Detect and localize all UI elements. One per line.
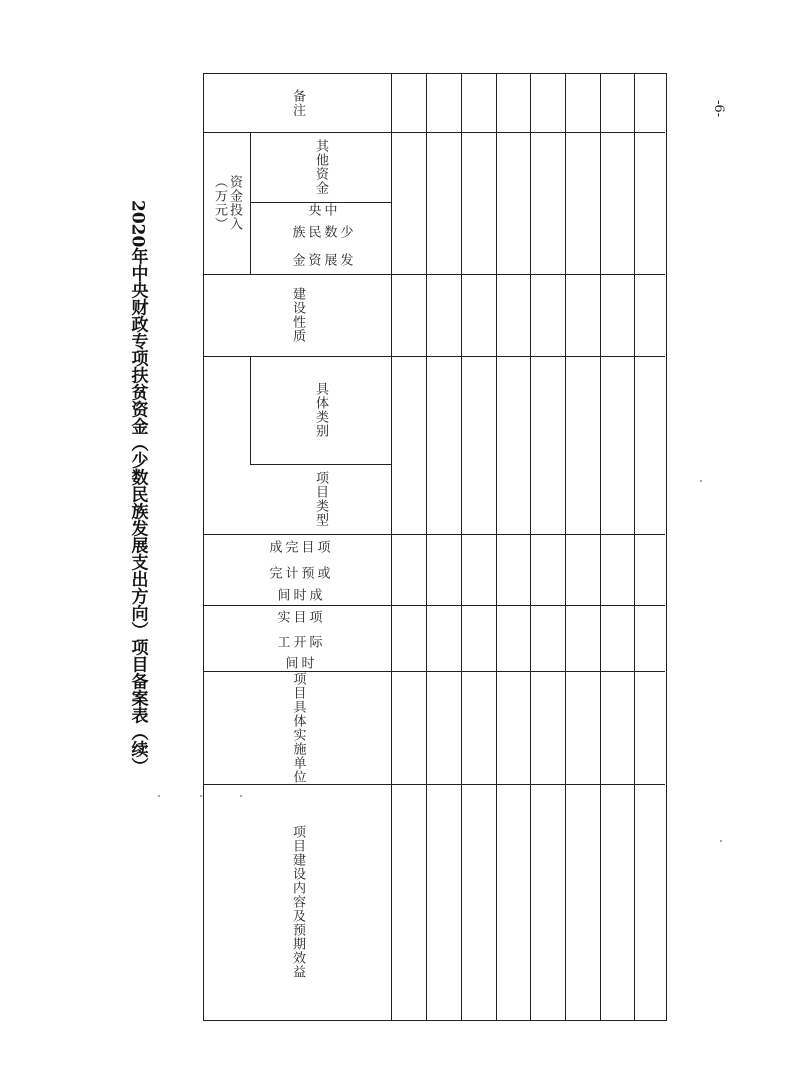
row-divider	[461, 74, 462, 1020]
header-completion-time-line3: 成时间	[274, 588, 322, 603]
header-implementing-unit	[204, 671, 391, 784]
scan-speck	[240, 795, 242, 797]
row-divider	[634, 74, 635, 1020]
header-project-type: 项目类型	[313, 471, 328, 527]
header-remarks: 备注	[290, 89, 305, 117]
row-divider	[426, 74, 427, 1020]
header-central-fund-line2: 少数民族	[289, 225, 353, 240]
row-divider	[600, 74, 601, 1020]
header-start-time-line3: 时间	[282, 655, 314, 670]
header-implementing-unit-line2: 单位	[290, 755, 306, 784]
header-construction-nature: 建设性质	[290, 287, 305, 343]
header-body-divider	[391, 74, 392, 1020]
record-table	[203, 73, 667, 1021]
header-other-funds: 其他资金	[313, 139, 328, 195]
header-start-time	[204, 605, 391, 671]
header-completion-time-line2: 或预计完	[266, 565, 330, 580]
row-divider	[565, 74, 566, 1020]
header-completion-time-line1: 项目完成	[266, 539, 330, 554]
page-number: -6-	[711, 100, 726, 118]
header-content-benefits: 项目建设内容及预期效益	[290, 825, 305, 979]
header-implementing-unit-line1: 项目具体实施	[290, 671, 306, 756]
row-divider	[496, 74, 497, 1020]
scan-speck	[700, 480, 702, 482]
scan-speck	[200, 795, 202, 797]
header-central-fund-line3: 发展资金	[289, 253, 353, 268]
header-central-fund	[250, 202, 391, 274]
header-specific-category: 具体类别	[313, 382, 328, 438]
row-divider	[530, 74, 531, 1020]
header-start-time-line2: 际开工	[274, 635, 322, 650]
scan-speck	[158, 795, 160, 797]
header-funding-group-line1: 资金投入	[227, 175, 242, 231]
header-completion-time	[204, 534, 391, 605]
scan-speck	[720, 840, 722, 842]
document-title: 2020年中央财政专项扶贫资金（少数民族发展支出方向）项目备案表（续）	[127, 200, 148, 775]
header-funding-group	[204, 132, 250, 274]
header-central-fund-line1: 中 央	[305, 203, 337, 218]
header-start-time-line1: 项目实	[274, 610, 322, 625]
header-funding-group-line2: （万元）	[212, 175, 227, 231]
